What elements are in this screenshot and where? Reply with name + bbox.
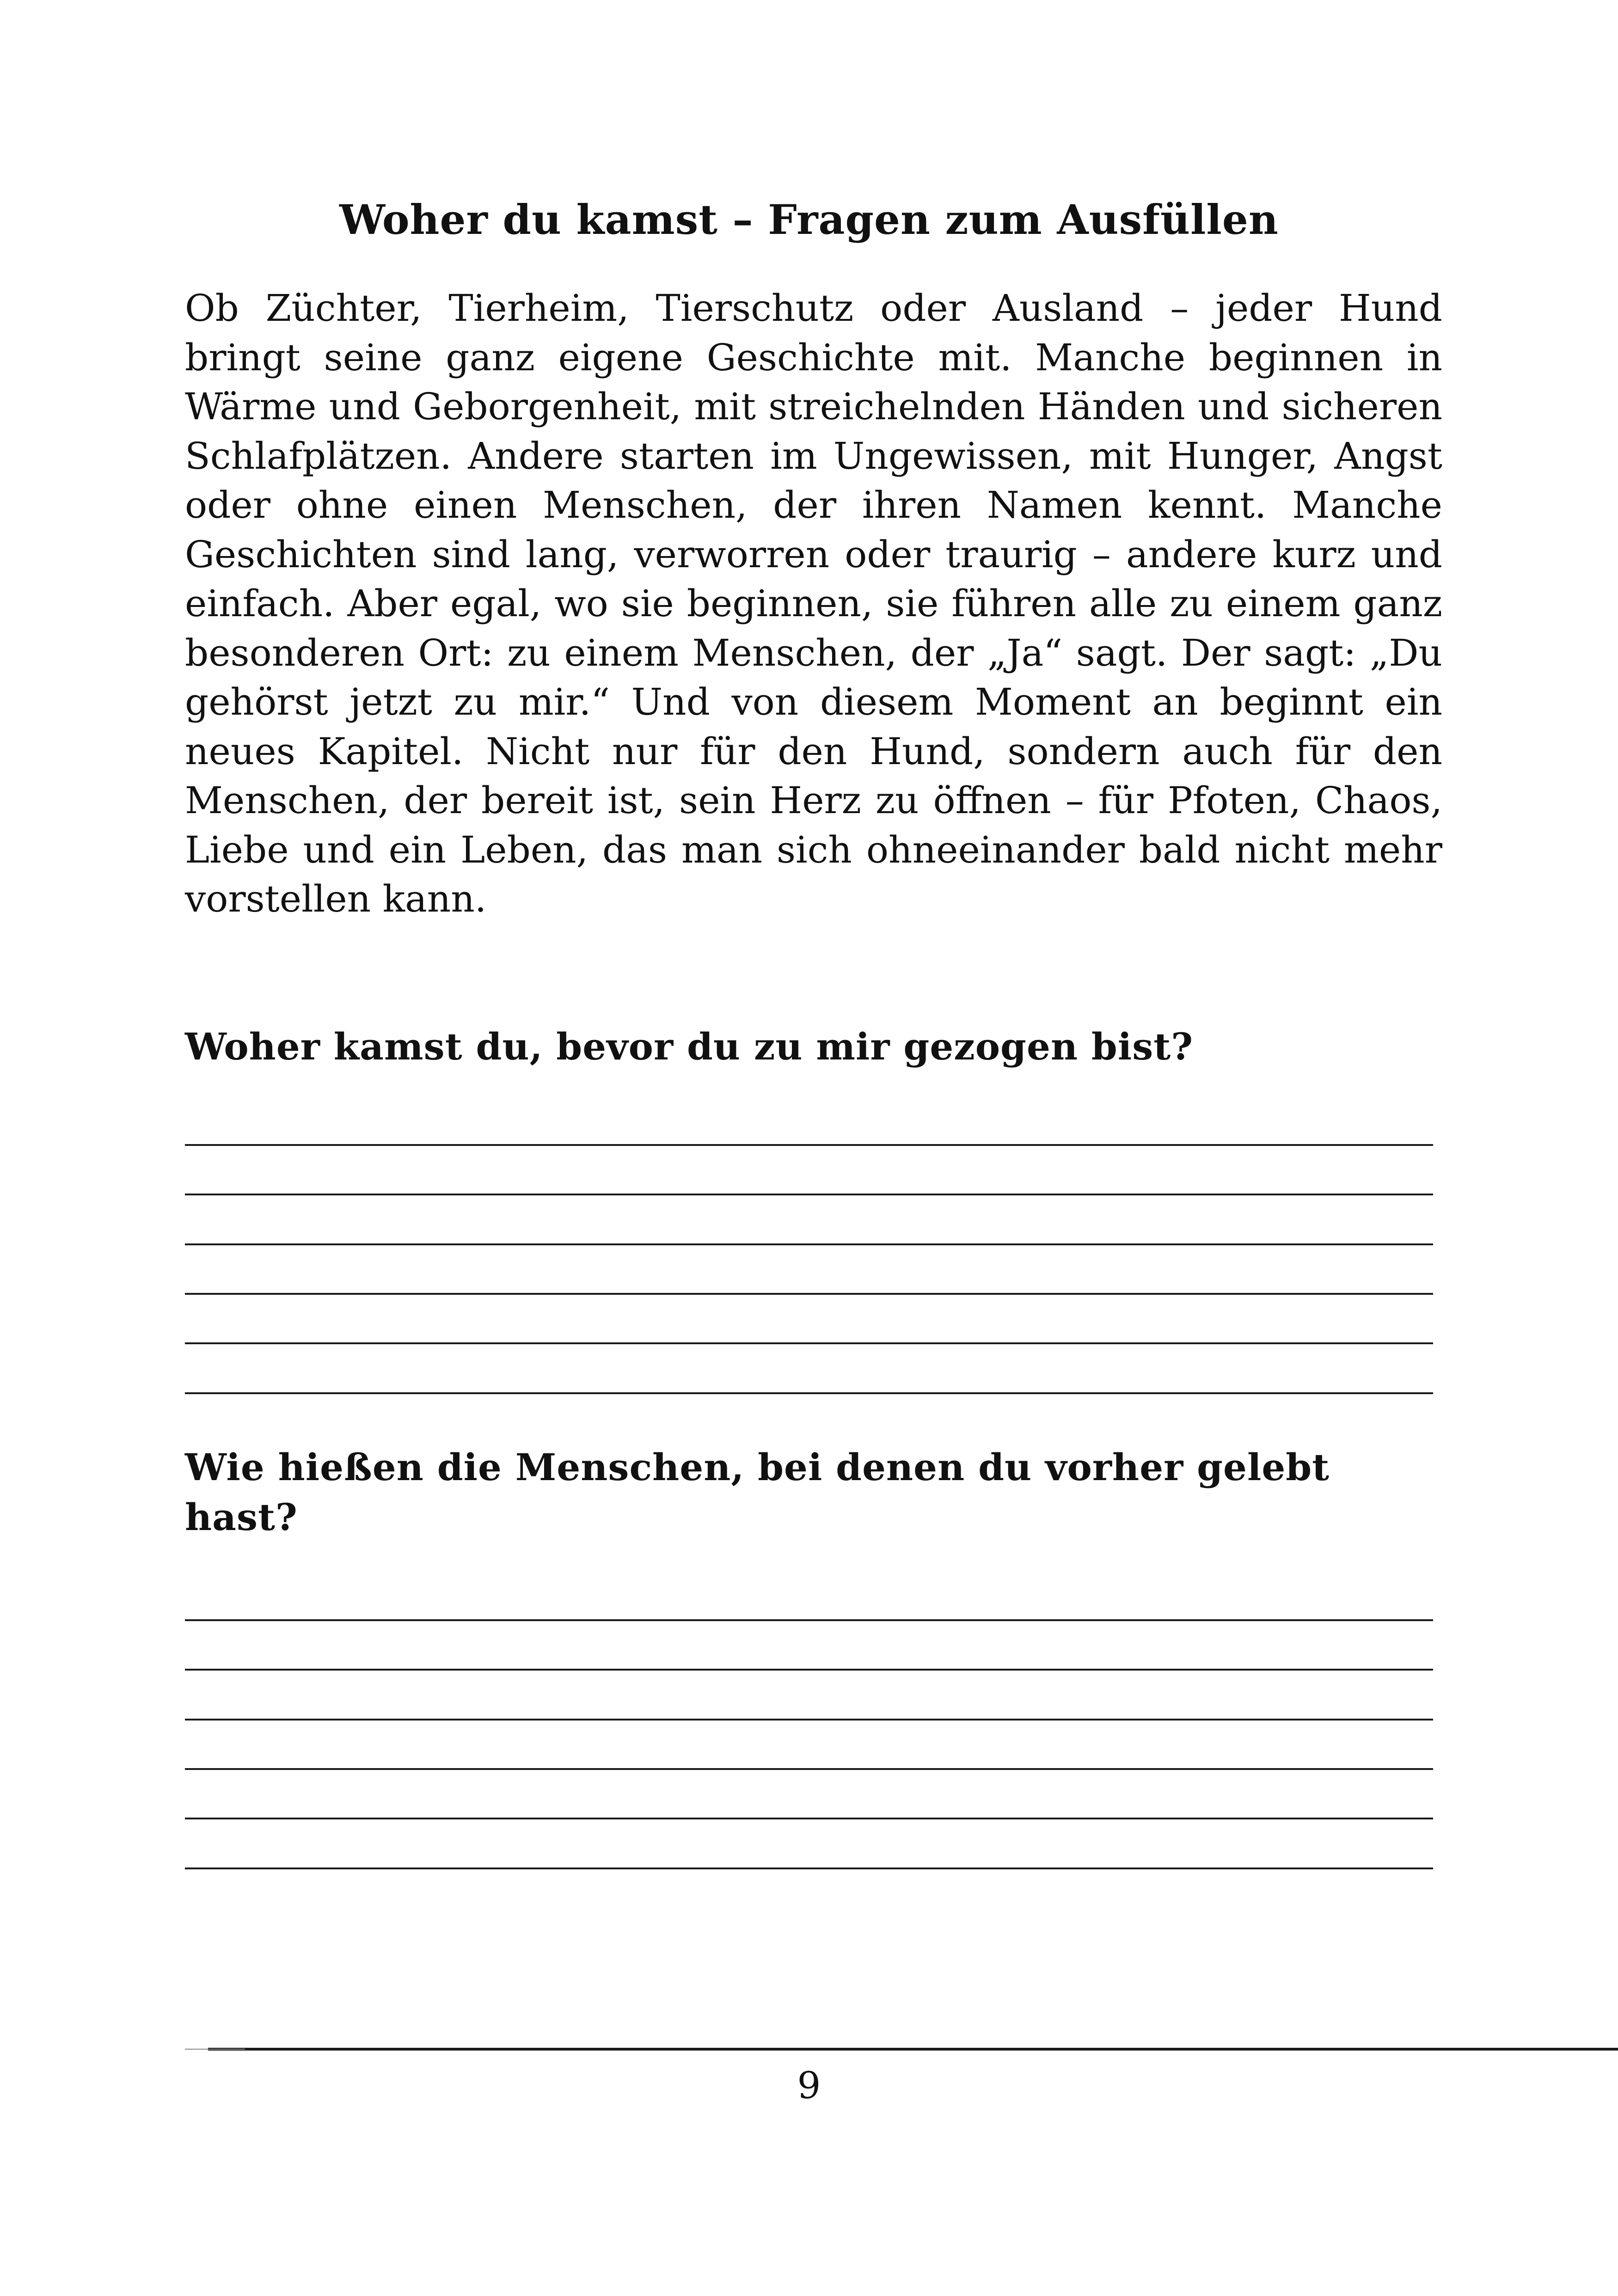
answer-line[interactable] — [185, 1719, 1433, 1720]
answer-line[interactable] — [185, 1293, 1433, 1295]
answer-line[interactable] — [185, 1144, 1433, 1146]
question-previous-owners: Wie hießen die Menschen, bei denen du vorher gelebt hast? — [185, 1445, 1330, 1539]
answer-line[interactable] — [185, 1818, 1433, 1819]
page-title: Woher du kamst – Fragen zum Ausfüllen — [339, 196, 1279, 244]
page-number: 9 — [797, 2064, 821, 2107]
answer-line[interactable] — [185, 1619, 1433, 1621]
answer-line[interactable] — [185, 1392, 1433, 1394]
answer-line[interactable] — [185, 1194, 1433, 1195]
question-origin: Woher kamst du, bevor du zu mir gezogen bist? — [185, 1025, 1194, 1068]
answer-line[interactable] — [185, 1342, 1433, 1344]
answer-line[interactable] — [185, 1768, 1433, 1770]
answer-line[interactable] — [185, 1867, 1433, 1869]
intro-paragraph: Ob Züchter, Tierheim, Tierschutz oder Ausland – jeder Hund bringt seine ganz eigene Geschichte mit. Manche beginnen in Wärme und Geborgenheit, mit streichelnden Händen und sicheren Schlafplätzen. Andere starten im Ungewissen, mit Hunger, Angst oder ohne einen Menschen, der ihren Namen kennt. Manche Geschichten sind lang, verworren oder traurig – andere kurz und einfach. Aber egal, wo sie beginnen, sie führen alle zu einem ganz besonderen Ort: zu einem Menschen, der „Ja“ sagt. Der sagt: „Du gehörst jetzt zu mir.“ Und von diesem Moment an beginnt ein neues Kapitel. Nicht nur für den Hund, sondern auch für den Menschen, der bereit ist, sein Herz zu öffnen – für Pfoten, Chaos, Liebe und ein Leben, das man sich ohneeinander bald nicht mehr vorstellen kann. — [185, 287, 1442, 920]
footer-divider — [208, 2048, 1618, 2051]
answer-line[interactable] — [185, 1243, 1433, 1245]
answer-line[interactable] — [185, 1669, 1433, 1671]
